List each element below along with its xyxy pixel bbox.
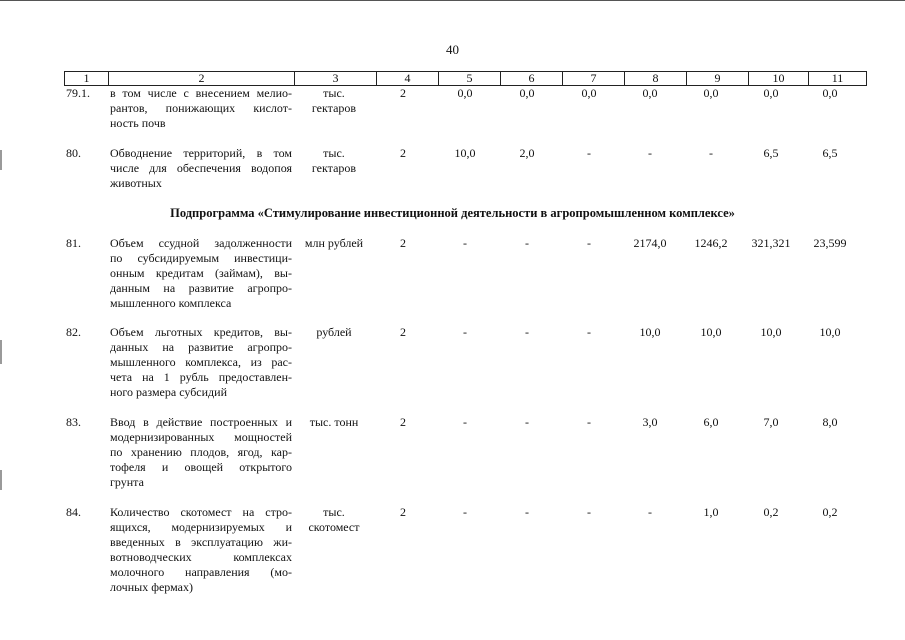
column-number: 7 xyxy=(563,72,625,86)
value-cell: 6,0 xyxy=(703,415,719,429)
value-cell: 321,321 xyxy=(751,236,791,250)
column-number: 6 xyxy=(501,72,563,86)
left-margin-mark xyxy=(0,340,2,364)
value-cell: - xyxy=(587,236,591,250)
row-number: 79.1. xyxy=(66,86,90,100)
indicator-description-line: тофеля и овощей открытого xyxy=(110,460,292,474)
value-cell: 7,0 xyxy=(763,415,779,429)
left-margin-mark xyxy=(0,150,2,170)
value-cell: - xyxy=(525,505,529,519)
indicator-description-line: введенных в эксплуатацию жи- xyxy=(110,535,292,549)
indicator-description-line: молочного направления (мо- xyxy=(110,565,292,579)
value-cell: 2 xyxy=(400,86,406,100)
value-cell: 1,0 xyxy=(703,505,719,519)
value-cell: 8,0 xyxy=(822,415,838,429)
value-cell: - xyxy=(587,325,591,339)
value-cell: - xyxy=(463,415,467,429)
value-cell: - xyxy=(525,236,529,250)
indicator-description-line: ность почв xyxy=(110,116,166,130)
row-number: 82. xyxy=(66,325,81,339)
value-cell: - xyxy=(463,325,467,339)
indicator-description-line: животных xyxy=(110,176,162,190)
column-number: 1 xyxy=(65,72,109,86)
value-cell: 0,2 xyxy=(763,505,779,519)
value-cell: - xyxy=(587,415,591,429)
value-cell: - xyxy=(709,146,713,160)
row-number: 81. xyxy=(66,236,81,250)
column-number: 4 xyxy=(377,72,439,86)
unit-of-measure: рублей xyxy=(316,325,352,339)
value-cell: 0,2 xyxy=(822,505,838,519)
value-cell: 2,0 xyxy=(519,146,535,160)
indicator-description-line: данным на развитие агропро- xyxy=(110,281,292,295)
row-number: 83. xyxy=(66,415,81,429)
column-number: 8 xyxy=(625,72,687,86)
value-cell: 0,0 xyxy=(763,86,779,100)
value-cell: - xyxy=(525,325,529,339)
indicator-description-line: ного размера субсидий xyxy=(110,385,227,399)
indicator-description-line: мышленного комплекса xyxy=(110,296,232,310)
indicator-description-line: Обводнение территорий, в том xyxy=(110,146,292,160)
unit-of-measure: тыс. тонн xyxy=(309,415,359,429)
unit-of-measure: гектаров xyxy=(311,161,357,175)
indicator-description-line: вотноводческих комплексах xyxy=(110,550,292,564)
value-cell: 6,5 xyxy=(763,146,779,160)
value-cell: 10,0 xyxy=(700,325,722,339)
row-number: 84. xyxy=(66,505,81,519)
indicator-description-line: числе для обеспечения водопоя xyxy=(110,161,292,175)
column-number: 11 xyxy=(809,72,867,86)
value-cell: - xyxy=(463,505,467,519)
unit-of-measure: гектаров xyxy=(311,101,357,115)
value-cell: - xyxy=(463,236,467,250)
unit-of-measure: скотомест xyxy=(308,520,360,534)
value-cell: 2174,0 xyxy=(633,236,667,250)
indicator-description-line: рантов, понижающих кислот- xyxy=(110,101,292,115)
indicator-description-line: модернизированных мощностей xyxy=(110,430,292,444)
value-cell: - xyxy=(648,146,652,160)
indicator-description-line: по хранению плодов, ягод, кар- xyxy=(110,445,292,459)
unit-of-measure: тыс. xyxy=(323,505,345,519)
value-cell: 0,0 xyxy=(581,86,597,100)
value-cell: 1246,2 xyxy=(694,236,728,250)
column-number: 10 xyxy=(749,72,809,86)
value-cell: 3,0 xyxy=(642,415,658,429)
value-cell: 0,0 xyxy=(822,86,838,100)
column-number-header xyxy=(64,71,867,86)
value-cell: 2 xyxy=(400,505,406,519)
left-margin-mark xyxy=(0,470,2,490)
unit-of-measure: тыс. xyxy=(323,86,345,100)
indicator-description-line: мышленного комплекса, из рас- xyxy=(110,355,292,369)
top-border-line xyxy=(0,0,905,1)
value-cell: 0,0 xyxy=(457,86,473,100)
value-cell: - xyxy=(648,505,652,519)
indicator-description-line: по субсидируемым инвестици- xyxy=(110,251,292,265)
column-number: 3 xyxy=(295,72,377,86)
value-cell: 2 xyxy=(400,325,406,339)
indicator-description-line: Объем льготных кредитов, вы- xyxy=(110,325,292,339)
value-cell: 2 xyxy=(400,236,406,250)
unit-of-measure: млн рублей xyxy=(304,236,364,250)
value-cell: 2 xyxy=(400,146,406,160)
indicator-description-line: данных на развитие агропро- xyxy=(110,340,292,354)
unit-of-measure: тыс. xyxy=(323,146,345,160)
indicator-description-line: чета на 1 рубль предоставлен- xyxy=(110,370,292,384)
value-cell: - xyxy=(525,415,529,429)
value-cell: 23,599 xyxy=(813,236,847,250)
indicator-description-line: грунта xyxy=(110,475,144,489)
value-cell: 10,0 xyxy=(639,325,661,339)
indicator-description-line: ящихся, модернизируемых и xyxy=(110,520,292,534)
value-cell: 0,0 xyxy=(703,86,719,100)
column-number: 9 xyxy=(687,72,749,86)
indicator-description-line: Количество скотомест на стро- xyxy=(110,505,292,519)
value-cell: - xyxy=(587,505,591,519)
subprogram-title: Подпрограмма «Стимулирование инвестиционной деятельности в агропромышленном комплексе» xyxy=(170,206,735,220)
value-cell: 10,0 xyxy=(454,146,476,160)
value-cell: - xyxy=(587,146,591,160)
value-cell: 6,5 xyxy=(822,146,838,160)
value-cell: 10,0 xyxy=(819,325,841,339)
indicator-description-line: лочных фермах) xyxy=(110,580,193,594)
page-number: 40 xyxy=(446,42,459,57)
value-cell: 0,0 xyxy=(642,86,658,100)
indicator-description-line: Объем ссудной задолженности xyxy=(110,236,292,250)
value-cell: 2 xyxy=(400,415,406,429)
indicator-description-line: онным кредитам (займам), вы- xyxy=(110,266,292,280)
indicator-description-line: Ввод в действие построенных и xyxy=(110,415,292,429)
value-cell: 0,0 xyxy=(519,86,535,100)
indicator-description-line: в том числе с внесением мелио- xyxy=(110,86,292,100)
column-number: 2 xyxy=(109,72,295,86)
row-number: 80. xyxy=(66,146,81,160)
column-number: 5 xyxy=(439,72,501,86)
value-cell: 10,0 xyxy=(760,325,782,339)
